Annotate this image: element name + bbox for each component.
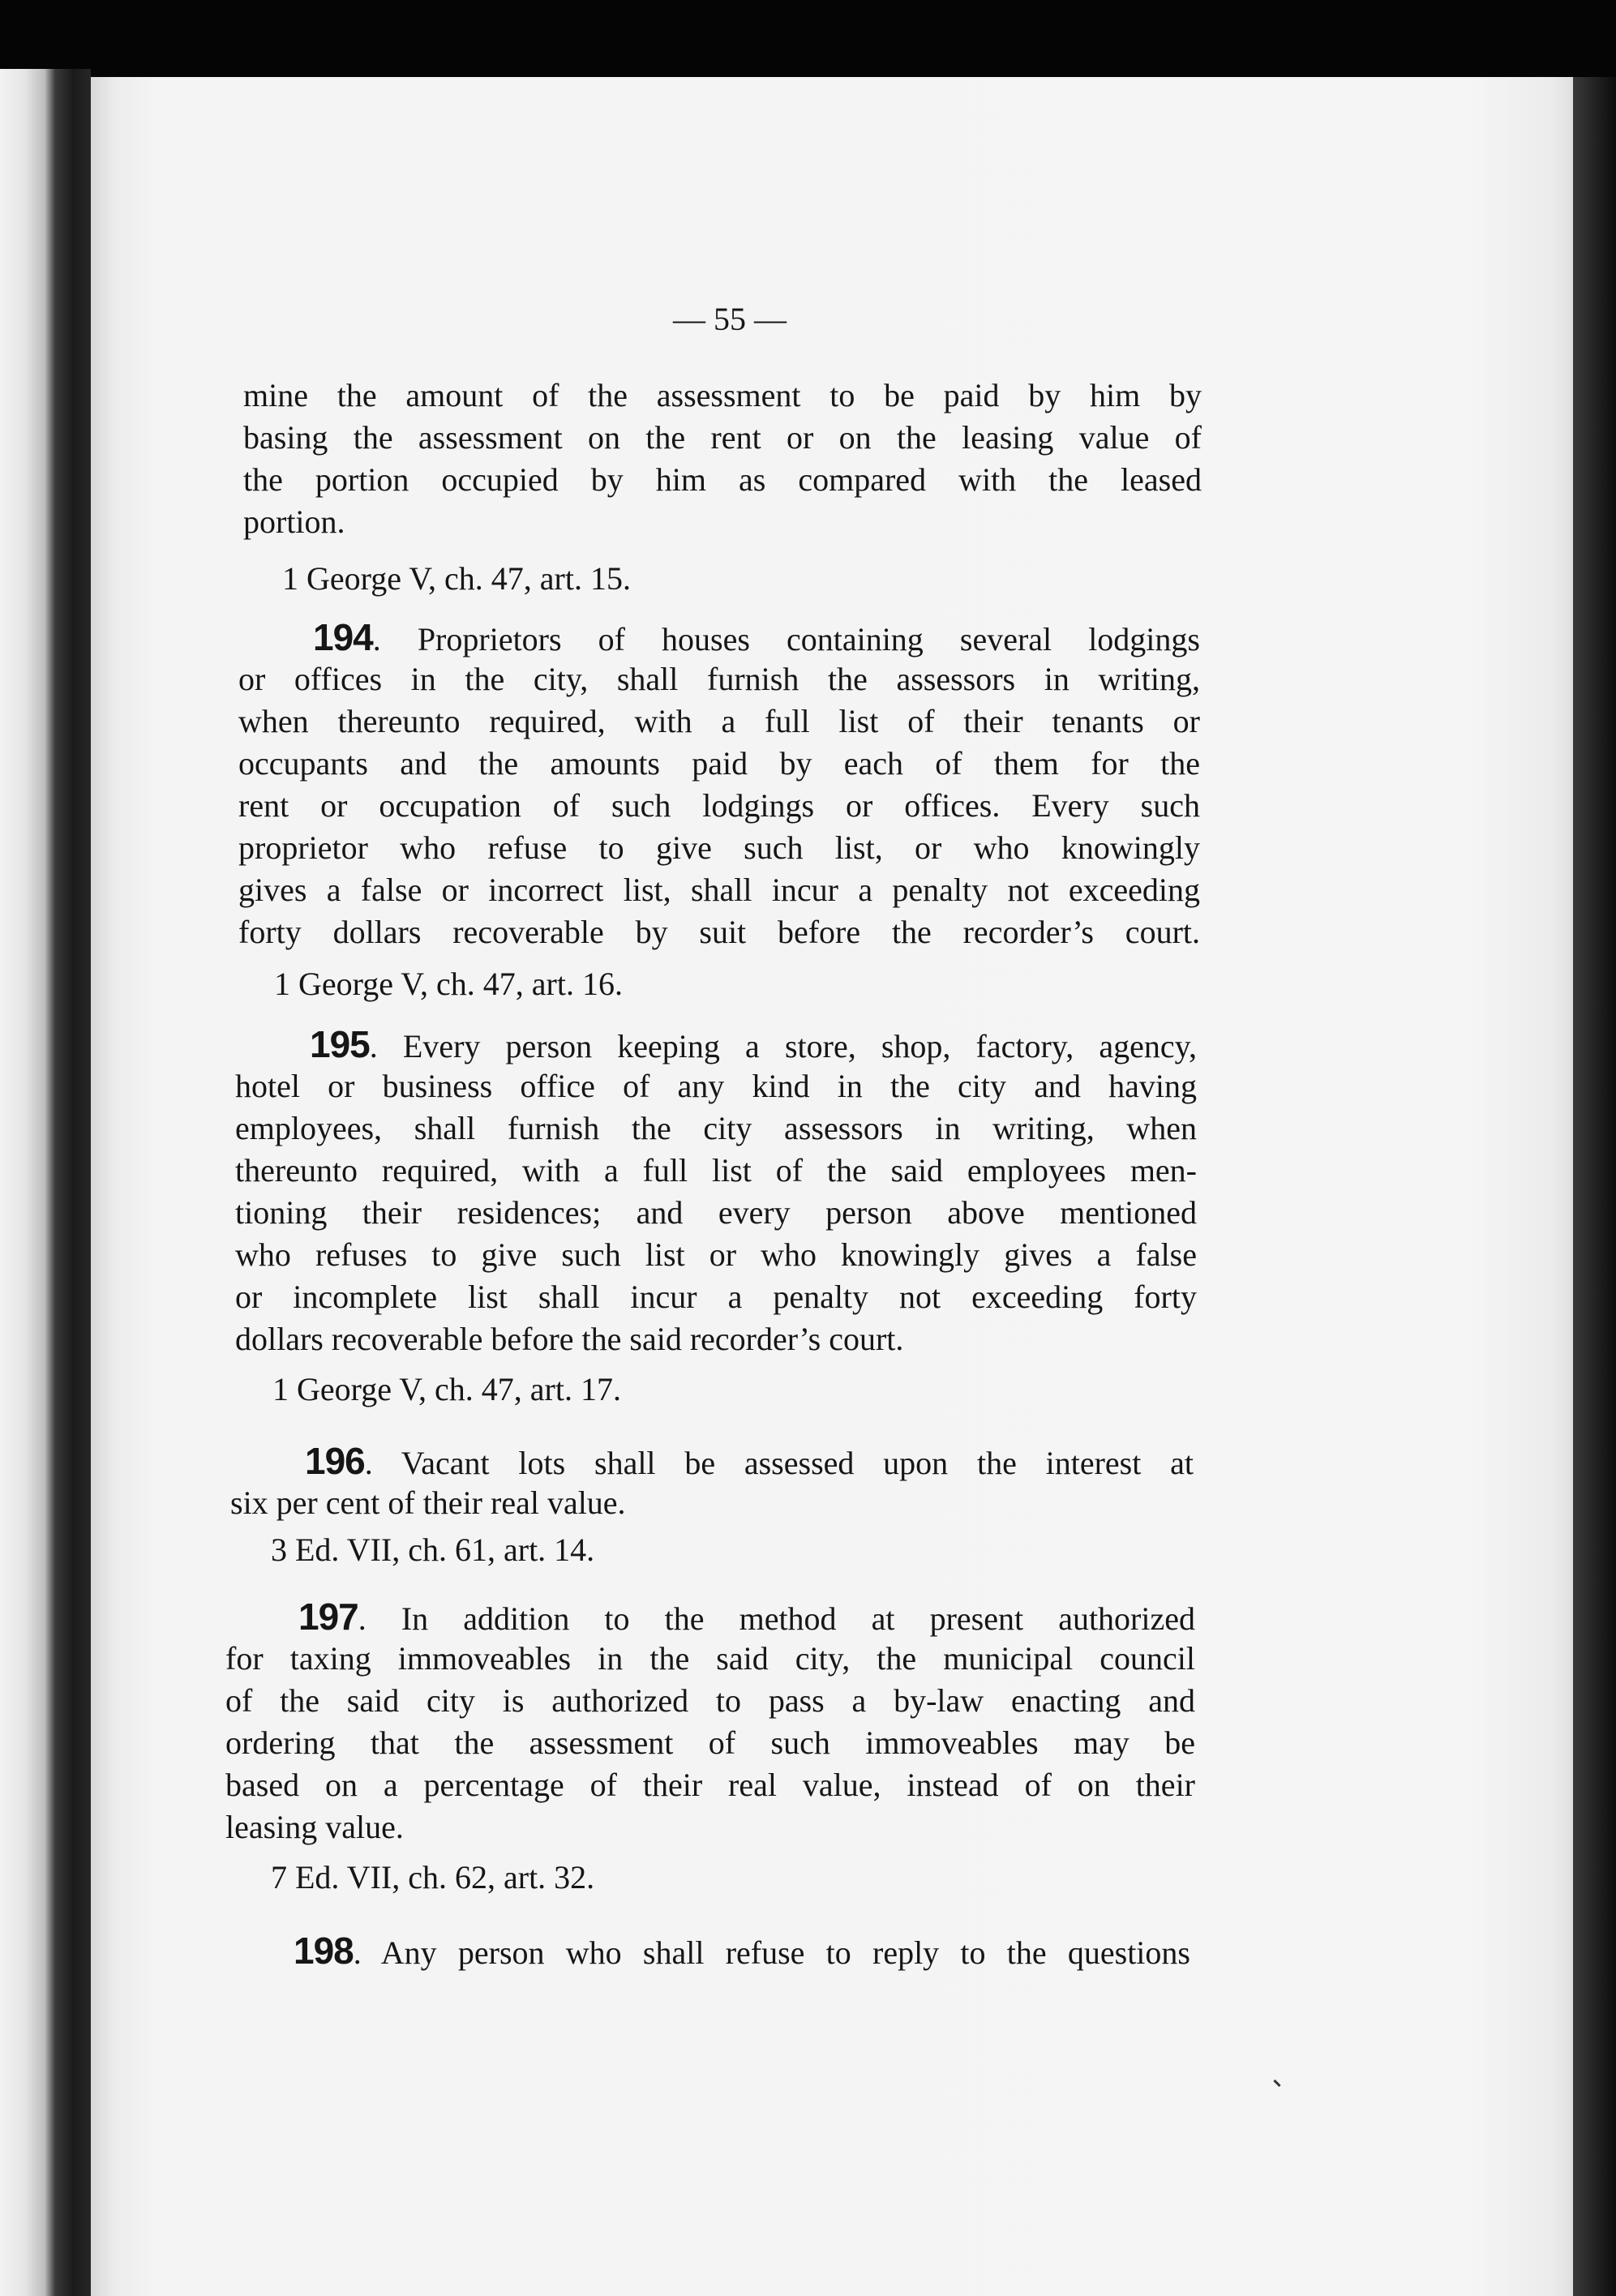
continuation-paragraph [243,375,1202,543]
text-line: basing the assessment on the rent or on the leasing value of [243,419,1202,456]
text-line: mine the amount of the assessment to be paid by him by [243,377,1202,413]
book-gutter [0,69,91,2296]
scan-right-border [1573,77,1616,2296]
text-line: dollars recoverable before the said recorder’s court. [235,1321,904,1357]
text-line: when thereunto required, with a full list of their tenants or [238,703,1200,739]
citation: 1 George V, ch. 47, art. 16. [274,966,623,1002]
text-line: who refuses to give such list or who knowingly gives a false [235,1236,1197,1273]
text-line [298,1596,1195,1640]
text-run: . Every person keeping a store, shop, factory, agency, [369,1028,1197,1064]
section-194-paragraph [238,616,1200,953]
text-line: occupants and the amounts paid by each of them for the [238,745,1200,782]
citation: 7 Ed. VII, ch. 62, art. 32. [271,1859,595,1895]
text-line: portion. [243,503,345,540]
text-line: or offices in the city, shall furnish the assessors in writing, [238,661,1200,697]
text-line: tioning their residences; and every person above mentioned [235,1194,1197,1231]
section-number: 195 [310,1023,370,1065]
text-line: leasing value. [225,1809,404,1845]
text-line [313,616,1200,661]
section-number: 194 [313,616,373,658]
text-line: ordering that the assessment of such immoveables may be [225,1724,1195,1761]
text-line [294,1930,1190,1974]
section-number: 198 [294,1930,354,1972]
text-line: gives a false or incorrect list, shall incur a penalty not exceeding [238,872,1200,908]
section-196-paragraph [230,1440,1194,1524]
text-run: . In addition to the method at present authorized [358,1600,1195,1637]
section-195-paragraph [235,1023,1197,1360]
text-line: thereunto required, with a full list of the said employees men- [235,1152,1197,1189]
text-line: based on a percentage of their real value, instead of on their [225,1767,1195,1803]
scan-top-border [0,0,1616,77]
text-line: or incomplete list shall incur a penalty not exceeding forty [235,1279,1197,1315]
text-line: six per cent of their real value. [230,1484,626,1521]
text-line: hotel or business office of any kind in the city and having [235,1068,1197,1104]
citation: 1 George V, ch. 47, art. 15. [282,560,631,597]
section-number: 197 [298,1596,358,1638]
text-run: . Any person who shall refuse to reply to the questions [353,1934,1190,1971]
text-line: rent or occupation of such lodgings or offices. Every such [238,787,1200,824]
text-line: proprietor who refuse to give such list, or who knowingly [238,829,1200,866]
section-198-paragraph [294,1930,1190,1972]
text-line: forty dollars recoverable by suit before the recorder’s court. [238,914,1200,950]
section-number: 196 [305,1440,365,1482]
citation: 3 Ed. VII, ch. 61, art. 14. [271,1531,595,1568]
citation: 1 George V, ch. 47, art. 17. [272,1371,621,1407]
page-number: — 55 — [673,301,787,337]
text-line: for taxing immoveables in the said city, the municipal council [225,1640,1195,1677]
text-line: employees, shall furnish the city assessors in writing, when [235,1110,1197,1146]
text-line: of the said city is authorized to pass a by-law enacting and [225,1682,1195,1719]
text-run: . Vacant lots shall be assessed upon the interest at [364,1445,1194,1481]
text-line [310,1023,1197,1068]
section-197-paragraph [225,1596,1195,1848]
text-line [305,1440,1194,1484]
text-run: . Proprietors of houses containing several lodgings [372,621,1200,658]
text-line: the portion occupied by him as compared with the leased [243,461,1202,498]
